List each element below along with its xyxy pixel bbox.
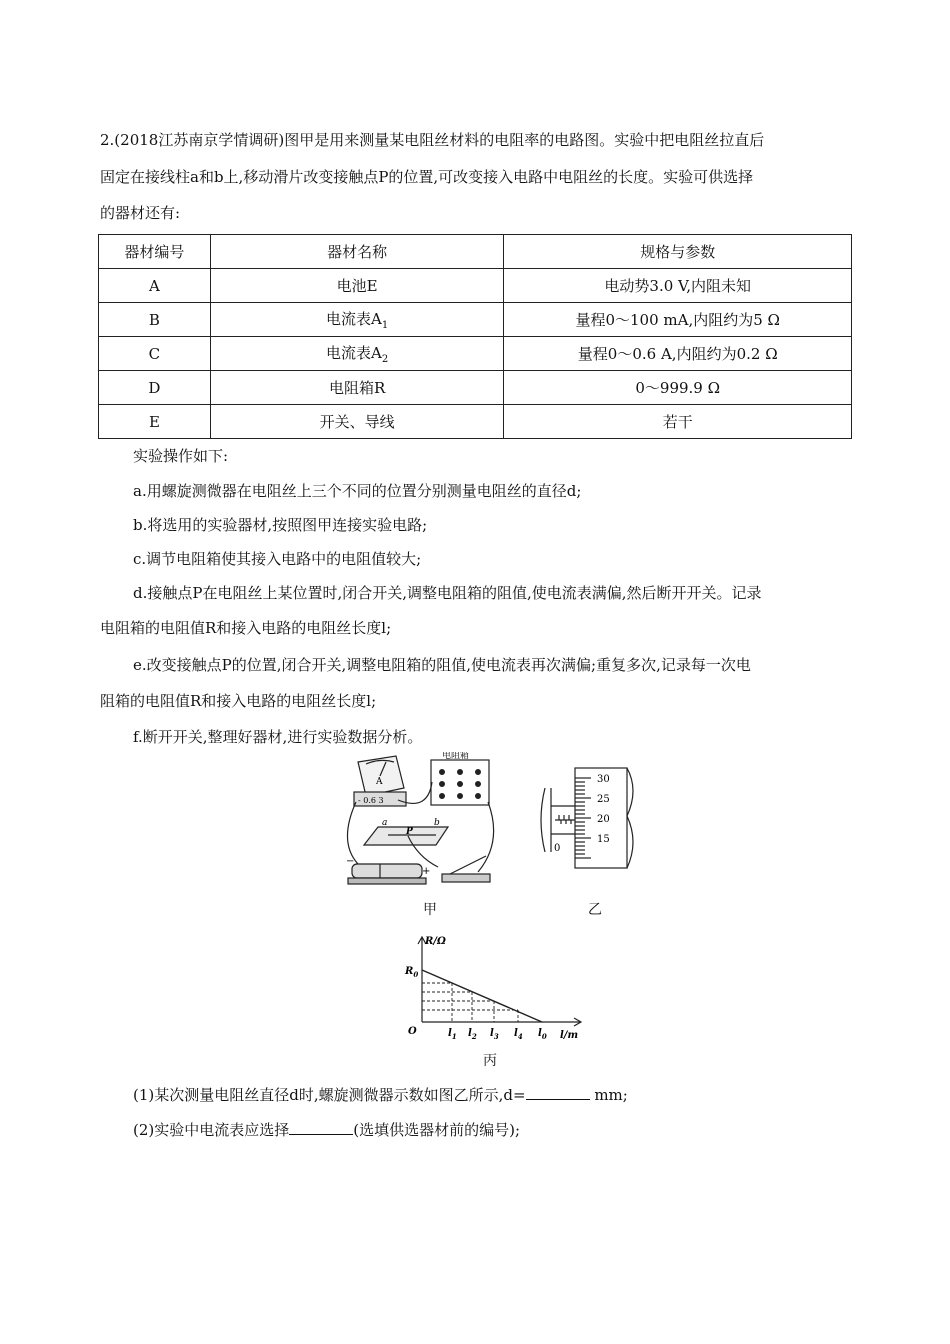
step-b: b.将选用的实验器材,按照图甲连接实验电路; [133, 516, 428, 534]
figure-jia-circuit [338, 752, 503, 917]
row-id: E [99, 405, 211, 439]
table-header-spec: 规格与参数 [504, 235, 852, 269]
x-tick-l1: $l_1$ [448, 1028, 457, 1041]
battery-plus-label: + [422, 866, 431, 877]
dashed-guides [422, 983, 518, 1022]
terminal-a-label: a [382, 818, 388, 828]
table-row [99, 337, 852, 371]
row-spec: 电动势3.0 V,内阻未知 [504, 269, 852, 303]
battery-base [348, 878, 426, 884]
row-name: 开关、导线 [210, 405, 504, 439]
row-id: D [99, 371, 211, 405]
wire-left [347, 802, 358, 864]
row-name: 电流表A [326, 310, 382, 328]
thimble-tick-30: 30 [597, 774, 610, 785]
table-row [99, 405, 852, 439]
question-2-text: (2)实验中电流表应选择 [133, 1121, 290, 1139]
row-id: A [99, 269, 211, 303]
step-c: c.调节电阻箱使其接入电路中的电阻值较大; [133, 550, 422, 568]
row-id: B [99, 303, 211, 337]
question-1-text: (1)某次测量电阻丝直径d时,螺旋测微器示数如图乙所示,d= [133, 1086, 526, 1104]
x-tick-l0: $l_0$ [538, 1028, 547, 1041]
figure-jia-caption: 甲 [423, 902, 437, 918]
intro-line-1: 2.(2018江苏南京学情调研)图甲是用来测量某电阻丝材料的电阻率的电路图。实验中把电阻丝拉直后 [100, 131, 765, 149]
row-name-subscript: 2 [381, 354, 389, 365]
r0-label: $R_0$ [405, 966, 419, 979]
figure-bing-caption: 丙 [483, 1053, 497, 1069]
ammeter-terminals: - 0.6 3 [358, 796, 384, 805]
switch-lever [450, 856, 486, 874]
thimble-tick-20: 20 [597, 814, 610, 825]
step-e-line-2: 阻箱的电阻值R和接入电路的电阻丝长度l; [100, 692, 377, 710]
table-row [99, 269, 852, 303]
y-axis-label: R/Ω [425, 936, 446, 947]
intro-line-3: 的器材还有: [100, 204, 181, 222]
x-tick-l2: $l_2$ [468, 1028, 477, 1041]
question-1-answer-blank[interactable] [526, 1085, 590, 1100]
terminal-b-label: b [434, 818, 440, 828]
table-header-id: 器材编号 [99, 235, 211, 269]
figure-bing-graph [400, 932, 590, 1044]
origin-label: O [408, 1026, 417, 1037]
thimble-tick-25: 25 [597, 794, 610, 805]
question-2-note: (选填供选器材前的编号); [353, 1121, 521, 1139]
steps-title: 实验操作如下: [133, 447, 229, 465]
resistor-box-label: 电阻箱 [442, 752, 470, 761]
figure-yi-caption: 乙 [588, 902, 602, 918]
intro-line-2: 固定在接线柱a和b上,移动滑片改变接触点P的位置,可改变接入电路中电阻丝的长度。实验可供选择 [100, 168, 754, 186]
table-header-name: 器材名称 [210, 235, 504, 269]
question-2 [133, 1120, 520, 1140]
ammeter-label: A [376, 777, 383, 787]
wire-right [478, 802, 494, 872]
x-ticks [448, 1028, 547, 1041]
row-name: 电阻箱R [210, 371, 504, 405]
thimble-scale [575, 778, 591, 858]
question-1-unit: mm; [589, 1086, 628, 1104]
step-d-line-2: 电阻箱的电阻值R和接入电路的电阻丝长度l; [100, 619, 392, 637]
step-a: a.用螺旋测微器在电阻丝上三个不同的位置分别测量电阻丝的直径d; [133, 482, 582, 500]
question-2-answer-blank[interactable] [289, 1120, 353, 1135]
switch-base [442, 874, 490, 882]
x-tick-l3: $l_3$ [490, 1028, 499, 1041]
table-row [99, 371, 852, 405]
slider-p-label: P [406, 827, 413, 837]
table-header-row [99, 235, 852, 269]
x-axis-label: l/m [560, 1030, 579, 1041]
row-name: 电流表A [326, 344, 382, 362]
thimble-right-curve [627, 768, 633, 868]
row-spec: 量程0～0.6 A,内阻约为0.2 Ω [504, 337, 852, 371]
row-id: C [99, 337, 211, 371]
row-spec: 0～999.9 Ω [504, 371, 852, 405]
thimble-tick-15: 15 [597, 834, 610, 845]
x-tick-l4: $l_4$ [514, 1028, 523, 1041]
row-name-cell [210, 337, 504, 371]
row-spec: 若干 [504, 405, 852, 439]
battery [352, 864, 422, 878]
row-name: 电池E [210, 269, 504, 303]
step-f: f.断开开关,整理好器材,进行实验数据分析。 [133, 728, 423, 746]
sleeve-zero-label: 0 [554, 843, 561, 854]
step-d-line-1: d.接触点P在电阻丝上某位置时,闭合开关,调整电阻箱的阻值,使电流表满偏,然后断开开关。记录 [133, 584, 762, 602]
table-row [99, 303, 852, 337]
r-vs-l-line [422, 970, 542, 1022]
frame-left-curve [541, 788, 545, 852]
equipment-table [98, 234, 852, 439]
row-name-subscript: 1 [381, 320, 389, 331]
battery-minus-label: − [346, 856, 355, 867]
step-e-line-1: e.改变接触点P的位置,闭合开关,调整电阻箱的阻值,使电流表再次满偏;重复多次,记录每一次电 [133, 656, 751, 674]
row-spec: 量程0～100 mA,内阻约为5 Ω [504, 303, 852, 337]
ammeter-body [358, 756, 404, 796]
figure-yi-micrometer [535, 760, 645, 872]
question-1 [133, 1085, 628, 1105]
row-name-cell [210, 303, 504, 337]
